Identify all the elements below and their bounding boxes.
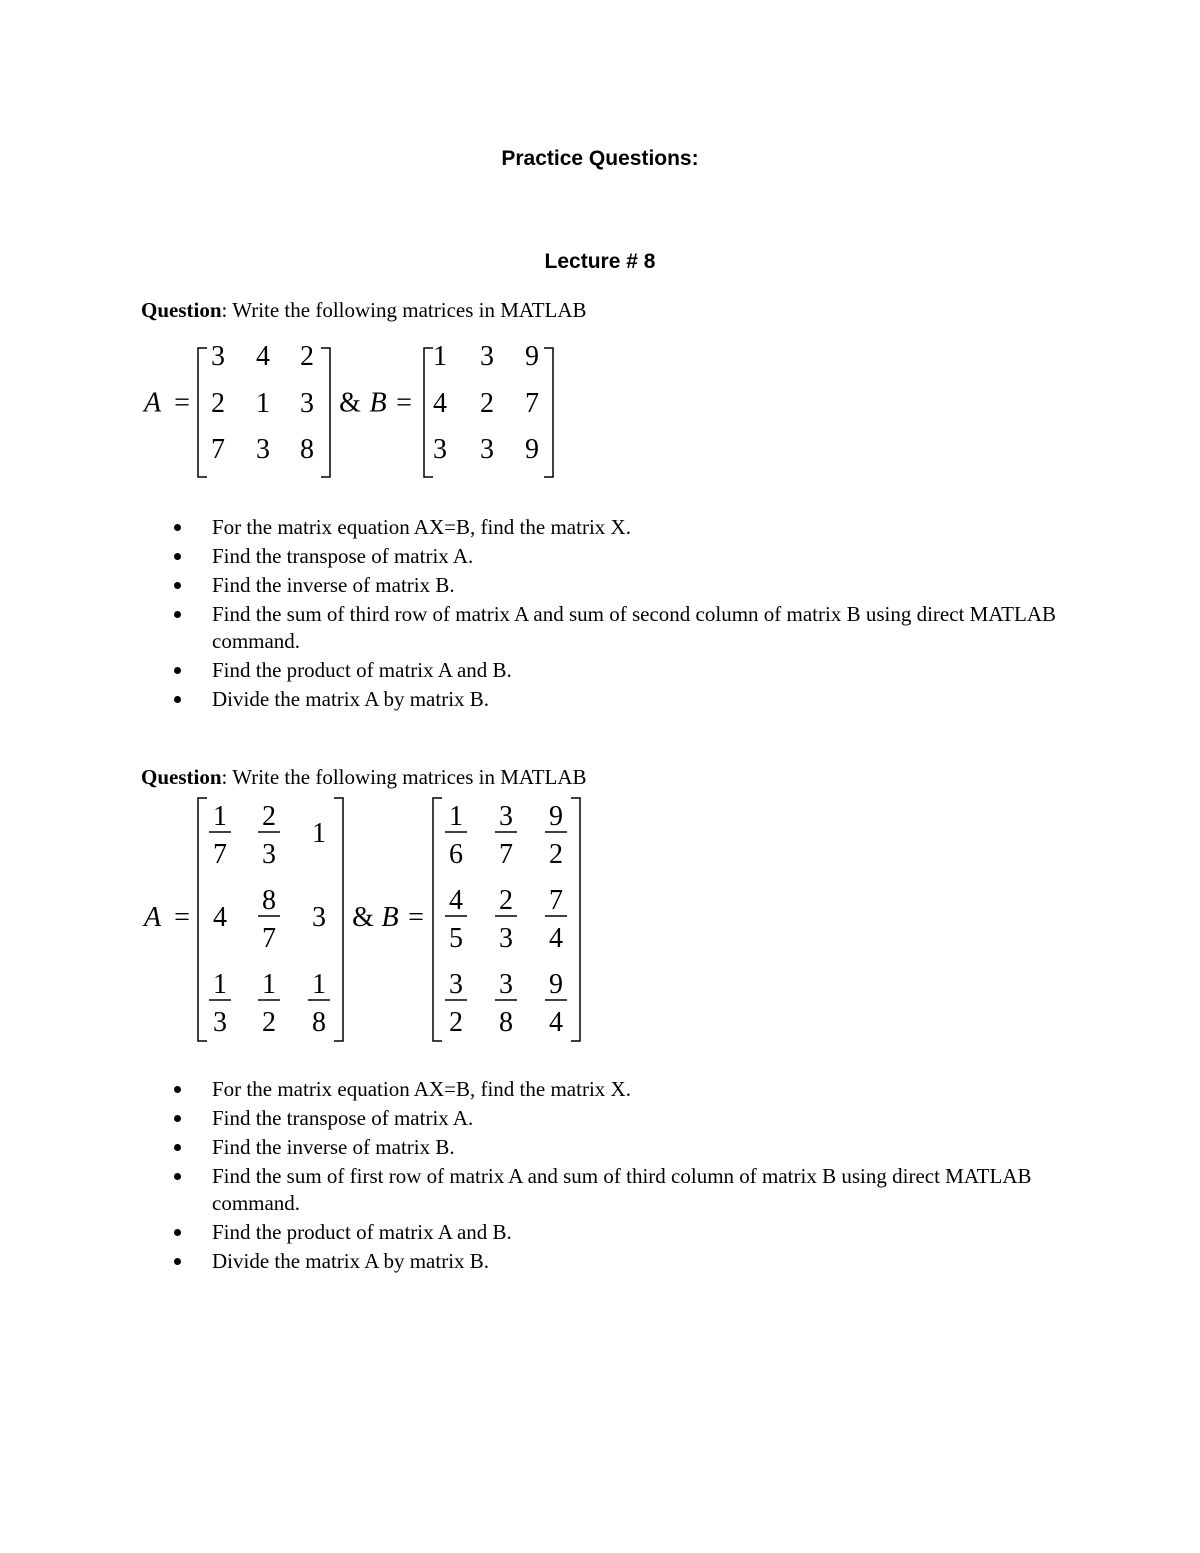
matrix-a-cell: 3 (300, 388, 314, 419)
matrix-a-cell-numerator: 2 (262, 801, 276, 832)
matrix-b-cell-denominator: 4 (549, 1007, 563, 1038)
matrix-b-cell-numerator: 2 (499, 885, 513, 916)
bullet-dot-icon (174, 1229, 181, 1236)
matrix-b-right-bracket (544, 348, 553, 477)
matrix-b-cell-denominator: 3 (499, 923, 513, 954)
matrix-b-name: B (381, 902, 399, 933)
matrix-b-left-bracket (433, 798, 442, 1041)
matrix-a-cell: 8 (300, 434, 314, 465)
matrix-b-right-bracket (571, 798, 580, 1041)
bullet-item: Divide the matrix A by matrix B. (164, 1248, 1084, 1275)
bullet-item: Find the sum of third row of matrix A and sum of second column of matrix B using direct MATLAB command. (164, 601, 1084, 655)
matrix-a-cell: 1 (312, 818, 326, 849)
matrix-b-cell-denominator: 7 (499, 839, 513, 870)
matrix-a-cell-denominator: 7 (213, 839, 227, 870)
question-2-text: : Write the following matrices in MATLAB (221, 765, 587, 789)
matrix-a-cell: 2 (300, 341, 314, 372)
matrix-a-left-bracket (198, 348, 207, 477)
matrix-b-cell-denominator: 4 (549, 923, 563, 954)
matrix-a-cell: 4 (256, 341, 270, 372)
matrix-a-cell-numerator: 8 (262, 885, 276, 916)
matrix-a-name: A (144, 902, 162, 933)
matrix-a-cell-denominator: 3 (213, 1007, 227, 1038)
matrix-a-cell: 3 (211, 341, 225, 372)
matrix-b-cell-denominator: 6 (449, 839, 463, 870)
lecture-title: Lecture # 8 (544, 250, 656, 273)
matrix-b-cell: 7 (525, 388, 539, 419)
matrix-a-cell-numerator: 1 (213, 969, 227, 1000)
matrix-a-name: A (144, 387, 162, 419)
equals-sign: = (408, 902, 424, 933)
bullet-item: Find the inverse of matrix B. (164, 1134, 1084, 1161)
matrix-a-cell: 2 (211, 388, 225, 419)
matrix-b-cell-denominator: 2 (549, 839, 563, 870)
matrix-a-left-bracket (198, 798, 207, 1041)
matrix-b-left-bracket (424, 348, 433, 477)
matrix-b-cell: 9 (525, 341, 539, 372)
bullet-item: For the matrix equation AX=B, find the matrix X. (164, 1076, 1084, 1103)
matrix-b-cell-denominator: 8 (499, 1007, 513, 1038)
bullet-dot-icon (174, 553, 181, 560)
matrix-b-cell: 9 (525, 434, 539, 465)
page-title: Practice Questions: (501, 147, 699, 170)
question-1-bullets (164, 514, 1084, 715)
matrix-a-cell-numerator: 1 (213, 801, 227, 832)
bullet-item: Find the transpose of matrix A. (164, 1105, 1084, 1132)
bullet-item: Find the product of matrix A and B. (164, 1219, 1084, 1246)
matrix-b-cell: 4 (433, 388, 447, 419)
bullet-item: Find the sum of first row of matrix A and sum of third column of matrix B using direct MATLAB command. (164, 1163, 1084, 1217)
matrix-equation-1 (0, 340, 1200, 485)
matrix-a-cell: 4 (213, 902, 227, 933)
matrix-b-cell: 1 (433, 341, 447, 372)
matrix-a-right-bracket (321, 348, 330, 477)
matrix-b-cell: 3 (480, 434, 494, 465)
equals-sign: = (396, 387, 412, 419)
matrix-b-cell-numerator: 3 (499, 969, 513, 1000)
bullet-dot-icon (174, 667, 181, 674)
matrix-a-right-bracket (334, 798, 343, 1041)
matrix-a-cell: 3 (256, 434, 270, 465)
connector-symbol: & (339, 387, 361, 419)
bullet-item: Find the inverse of matrix B. (164, 572, 1084, 599)
bullet-dot-icon (174, 524, 181, 531)
matrix-b-cell-numerator: 9 (549, 969, 563, 1000)
question-1-text: : Write the following matrices in MATLAB (221, 298, 587, 322)
matrix-b-cell-numerator: 3 (499, 801, 513, 832)
matrix-b-name: B (369, 387, 387, 419)
question-2-bullets (164, 1076, 1084, 1277)
matrix-a-cell-denominator: 3 (262, 839, 276, 870)
bullet-dot-icon (174, 1144, 181, 1151)
matrix-a-cell: 1 (256, 388, 270, 419)
bullet-item: Divide the matrix A by matrix B. (164, 686, 1084, 713)
matrix-a-cell: 3 (312, 902, 326, 933)
matrix-a-cell-denominator: 7 (262, 923, 276, 954)
question-1-heading (141, 298, 587, 323)
matrix-b-cell-numerator: 9 (549, 801, 563, 832)
equals-sign: = (174, 387, 190, 419)
bullet-item: Find the transpose of matrix A. (164, 543, 1084, 570)
matrix-b-cell-denominator: 2 (449, 1007, 463, 1038)
matrix-equation-2 (0, 790, 1200, 1050)
matrix-b-cell-numerator: 1 (449, 801, 463, 832)
matrix-a-cell-denominator: 8 (312, 1007, 326, 1038)
matrix-b-cell: 3 (480, 341, 494, 372)
bullet-dot-icon (174, 1173, 181, 1180)
question-2-heading (141, 765, 587, 790)
matrix-a-cell: 7 (211, 434, 225, 465)
equals-sign: = (174, 902, 190, 933)
matrix-b-cell: 3 (433, 434, 447, 465)
bullet-item: For the matrix equation AX=B, find the matrix X. (164, 514, 1084, 541)
matrix-a-cell-denominator: 2 (262, 1007, 276, 1038)
bullet-item: Find the product of matrix A and B. (164, 657, 1084, 684)
matrix-b-cell-numerator: 4 (449, 885, 463, 916)
bullet-dot-icon (174, 1086, 181, 1093)
bullet-dot-icon (174, 611, 181, 618)
matrix-a-cell-numerator: 1 (312, 969, 326, 1000)
connector-symbol: & (352, 902, 374, 933)
matrix-a-cell-numerator: 1 (262, 969, 276, 1000)
question-2-label: Question (141, 765, 222, 789)
matrix-b-cell: 2 (480, 388, 494, 419)
bullet-dot-icon (174, 1115, 181, 1122)
matrix-b-cell-numerator: 3 (449, 969, 463, 1000)
matrix-b-cell-denominator: 5 (449, 923, 463, 954)
question-1-label: Question (141, 298, 222, 322)
bullet-dot-icon (174, 1258, 181, 1265)
matrix-b-cell-numerator: 7 (549, 885, 563, 916)
bullet-dot-icon (174, 582, 181, 589)
bullet-dot-icon (174, 696, 181, 703)
